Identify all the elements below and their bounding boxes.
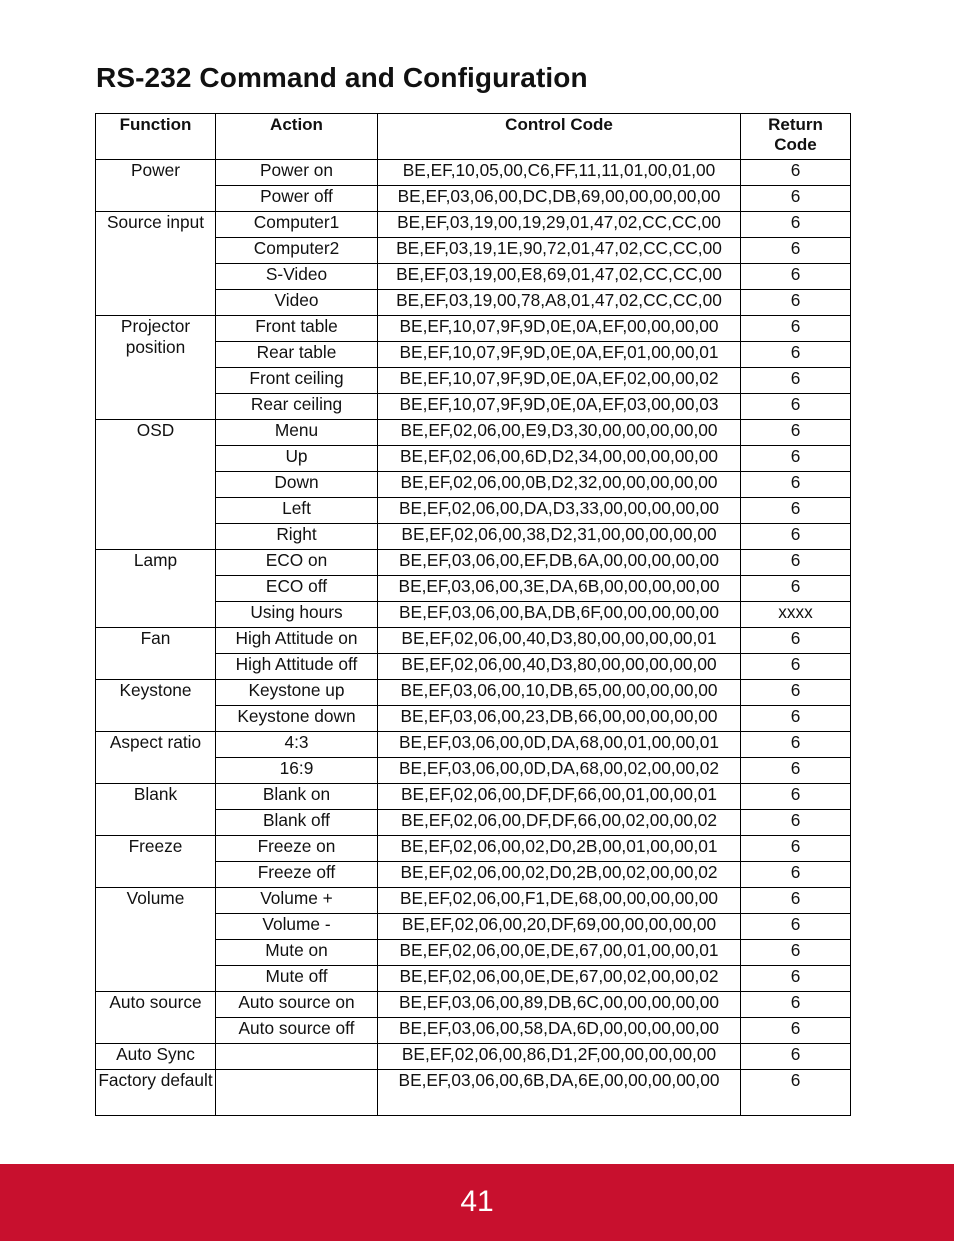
return-code-cell: 6: [741, 368, 851, 394]
function-cell: Volume: [96, 888, 216, 992]
control-code-cell: BE,EF,02,06,00,E9,D3,30,00,00,00,00,00: [378, 420, 741, 446]
action-cell: Auto source on: [216, 992, 378, 1018]
return-code-cell: 6: [741, 238, 851, 264]
function-cell: Power: [96, 160, 216, 212]
control-code-cell: BE,EF,03,06,00,DC,DB,69,00,00,00,00,00: [378, 186, 741, 212]
table-row: [96, 992, 851, 1018]
function-cell: Source input: [96, 212, 216, 316]
table-row: [96, 888, 851, 914]
table-row: [96, 784, 851, 810]
action-cell: Keystone down: [216, 706, 378, 732]
table-row: [96, 1070, 851, 1116]
header-action: Action: [216, 114, 378, 160]
action-cell: Volume -: [216, 914, 378, 940]
action-cell: [216, 1044, 378, 1070]
action-cell: 16:9: [216, 758, 378, 784]
action-cell: Freeze on: [216, 836, 378, 862]
action-cell: ECO on: [216, 550, 378, 576]
control-code-cell: BE,EF,03,19,00,E8,69,01,47,02,CC,CC,00: [378, 264, 741, 290]
return-code-cell: 6: [741, 212, 851, 238]
return-code-cell: 6: [741, 1018, 851, 1044]
action-cell: Computer1: [216, 212, 378, 238]
action-cell: [216, 1070, 378, 1116]
control-code-cell: BE,EF,03,06,00,89,DB,6C,00,00,00,00,00: [378, 992, 741, 1018]
return-code-cell: xxxx: [741, 602, 851, 628]
return-code-cell: 6: [741, 992, 851, 1018]
control-code-cell: BE,EF,03,06,00,58,DA,6D,00,00,00,00,00: [378, 1018, 741, 1044]
return-code-cell: 6: [741, 498, 851, 524]
return-code-cell: 6: [741, 576, 851, 602]
control-code-cell: BE,EF,02,06,00,0E,DE,67,00,01,00,00,01: [378, 940, 741, 966]
function-cell: Blank: [96, 784, 216, 836]
control-code-cell: BE,EF,02,06,00,DA,D3,33,00,00,00,00,00: [378, 498, 741, 524]
function-cell: Keystone: [96, 680, 216, 732]
control-code-cell: BE,EF,03,19,1E,90,72,01,47,02,CC,CC,00: [378, 238, 741, 264]
return-code-cell: 6: [741, 1044, 851, 1070]
action-cell: Blank on: [216, 784, 378, 810]
control-code-cell: BE,EF,03,19,00,19,29,01,47,02,CC,CC,00: [378, 212, 741, 238]
return-code-cell: 6: [741, 862, 851, 888]
control-code-cell: BE,EF,02,06,00,02,D0,2B,00,02,00,00,02: [378, 862, 741, 888]
function-cell: Auto source: [96, 992, 216, 1044]
action-cell: Power off: [216, 186, 378, 212]
control-code-cell: BE,EF,03,06,00,EF,DB,6A,00,00,00,00,00: [378, 550, 741, 576]
return-code-cell: 6: [741, 628, 851, 654]
table-row: [96, 212, 851, 238]
return-code-cell: 6: [741, 654, 851, 680]
control-code-cell: BE,EF,10,07,9F,9D,0E,0A,EF,03,00,00,03: [378, 394, 741, 420]
action-cell: High Attitude off: [216, 654, 378, 680]
control-code-cell: BE,EF,03,06,00,0D,DA,68,00,02,00,00,02: [378, 758, 741, 784]
function-cell: Fan: [96, 628, 216, 680]
control-code-cell: BE,EF,03,06,00,3E,DA,6B,00,00,00,00,00: [378, 576, 741, 602]
return-code-cell: 6: [741, 160, 851, 186]
return-code-cell: 6: [741, 1070, 851, 1116]
function-cell: Projector position: [96, 316, 216, 420]
action-cell: Computer2: [216, 238, 378, 264]
action-cell: Volume +: [216, 888, 378, 914]
header-function: Function: [96, 114, 216, 160]
action-cell: Blank off: [216, 810, 378, 836]
return-code-cell: 6: [741, 680, 851, 706]
header-control-code: Control Code: [378, 114, 741, 160]
return-code-cell: 6: [741, 836, 851, 862]
control-code-cell: BE,EF,02,06,00,02,D0,2B,00,01,00,00,01: [378, 836, 741, 862]
header-return-code: Return Code: [741, 114, 851, 160]
action-cell: Front table: [216, 316, 378, 342]
return-code-cell: 6: [741, 706, 851, 732]
control-code-cell: BE,EF,03,06,00,BA,DB,6F,00,00,00,00,00: [378, 602, 741, 628]
action-cell: High Attitude on: [216, 628, 378, 654]
return-code-cell: 6: [741, 966, 851, 992]
action-cell: Left: [216, 498, 378, 524]
page-number: 41: [460, 1185, 494, 1218]
control-code-cell: BE,EF,03,06,00,10,DB,65,00,00,00,00,00: [378, 680, 741, 706]
control-code-cell: BE,EF,02,06,00,0B,D2,32,00,00,00,00,00: [378, 472, 741, 498]
return-code-cell: 6: [741, 420, 851, 446]
action-cell: 4:3: [216, 732, 378, 758]
return-code-cell: 6: [741, 888, 851, 914]
table-row: [96, 836, 851, 862]
table-row: [96, 160, 851, 186]
action-cell: Down: [216, 472, 378, 498]
control-code-cell: BE,EF,02,06,00,86,D1,2F,00,00,00,00,00: [378, 1044, 741, 1070]
table-body: [96, 160, 851, 1116]
return-code-cell: 6: [741, 810, 851, 836]
action-cell: ECO off: [216, 576, 378, 602]
return-code-cell: 6: [741, 784, 851, 810]
action-cell: Freeze off: [216, 862, 378, 888]
return-code-cell: 6: [741, 758, 851, 784]
action-cell: Using hours: [216, 602, 378, 628]
table-row: [96, 550, 851, 576]
table-row: [96, 316, 851, 342]
control-code-cell: BE,EF,02,06,00,6D,D2,34,00,00,00,00,00: [378, 446, 741, 472]
return-code-cell: 6: [741, 186, 851, 212]
action-cell: Video: [216, 290, 378, 316]
control-code-cell: BE,EF,10,07,9F,9D,0E,0A,EF,01,00,00,01: [378, 342, 741, 368]
control-code-cell: BE,EF,02,06,00,DF,DF,66,00,02,00,00,02: [378, 810, 741, 836]
action-cell: Right: [216, 524, 378, 550]
table-header-row: [96, 114, 851, 160]
action-cell: S-Video: [216, 264, 378, 290]
return-code-cell: 6: [741, 446, 851, 472]
action-cell: Power on: [216, 160, 378, 186]
function-cell: Freeze: [96, 836, 216, 888]
return-code-cell: 6: [741, 732, 851, 758]
table-row: [96, 732, 851, 758]
control-code-cell: BE,EF,02,06,00,40,D3,80,00,00,00,00,01: [378, 628, 741, 654]
action-cell: Auto source off: [216, 1018, 378, 1044]
page-title: RS-232 Command and Configuration: [96, 62, 588, 93]
control-code-cell: BE,EF,10,07,9F,9D,0E,0A,EF,02,00,00,02: [378, 368, 741, 394]
return-code-cell: 6: [741, 316, 851, 342]
control-code-cell: BE,EF,02,06,00,20,DF,69,00,00,00,00,00: [378, 914, 741, 940]
control-code-cell: BE,EF,03,19,00,78,A8,01,47,02,CC,CC,00: [378, 290, 741, 316]
return-code-cell: 6: [741, 290, 851, 316]
control-code-cell: BE,EF,02,06,00,40,D3,80,00,00,00,00,00: [378, 654, 741, 680]
function-cell: Lamp: [96, 550, 216, 628]
return-code-cell: 6: [741, 550, 851, 576]
control-code-cell: BE,EF,03,06,00,6B,DA,6E,00,00,00,00,00: [378, 1070, 741, 1116]
function-cell: Auto Sync: [96, 1044, 216, 1070]
action-cell: Mute on: [216, 940, 378, 966]
return-code-cell: 6: [741, 394, 851, 420]
return-code-cell: 6: [741, 914, 851, 940]
control-code-cell: BE,EF,02,06,00,F1,DE,68,00,00,00,00,00: [378, 888, 741, 914]
action-cell: Mute off: [216, 966, 378, 992]
control-code-cell: BE,EF,02,06,00,DF,DF,66,00,01,00,00,01: [378, 784, 741, 810]
action-cell: Rear ceiling: [216, 394, 378, 420]
control-code-cell: BE,EF,03,06,00,23,DB,66,00,00,00,00,00: [378, 706, 741, 732]
action-cell: Front ceiling: [216, 368, 378, 394]
function-cell: Aspect ratio: [96, 732, 216, 784]
table-row: [96, 628, 851, 654]
function-cell: OSD: [96, 420, 216, 550]
control-code-cell: BE,EF,02,06,00,0E,DE,67,00,02,00,00,02: [378, 966, 741, 992]
control-code-cell: BE,EF,10,07,9F,9D,0E,0A,EF,00,00,00,00: [378, 316, 741, 342]
return-code-cell: 6: [741, 524, 851, 550]
action-cell: Menu: [216, 420, 378, 446]
table-row: [96, 680, 851, 706]
action-cell: Keystone up: [216, 680, 378, 706]
control-code-cell: BE,EF,02,06,00,38,D2,31,00,00,00,00,00: [378, 524, 741, 550]
table-row: [96, 420, 851, 446]
action-cell: Up: [216, 446, 378, 472]
function-cell: Factory default: [96, 1070, 216, 1116]
return-code-cell: 6: [741, 264, 851, 290]
control-code-cell: BE,EF,03,06,00,0D,DA,68,00,01,00,00,01: [378, 732, 741, 758]
return-code-cell: 6: [741, 342, 851, 368]
return-code-cell: 6: [741, 472, 851, 498]
table-row: [96, 1044, 851, 1070]
rs232-command-table: [95, 113, 851, 1116]
control-code-cell: BE,EF,10,05,00,C6,FF,11,11,01,00,01,00: [378, 160, 741, 186]
action-cell: Rear table: [216, 342, 378, 368]
return-code-cell: 6: [741, 940, 851, 966]
